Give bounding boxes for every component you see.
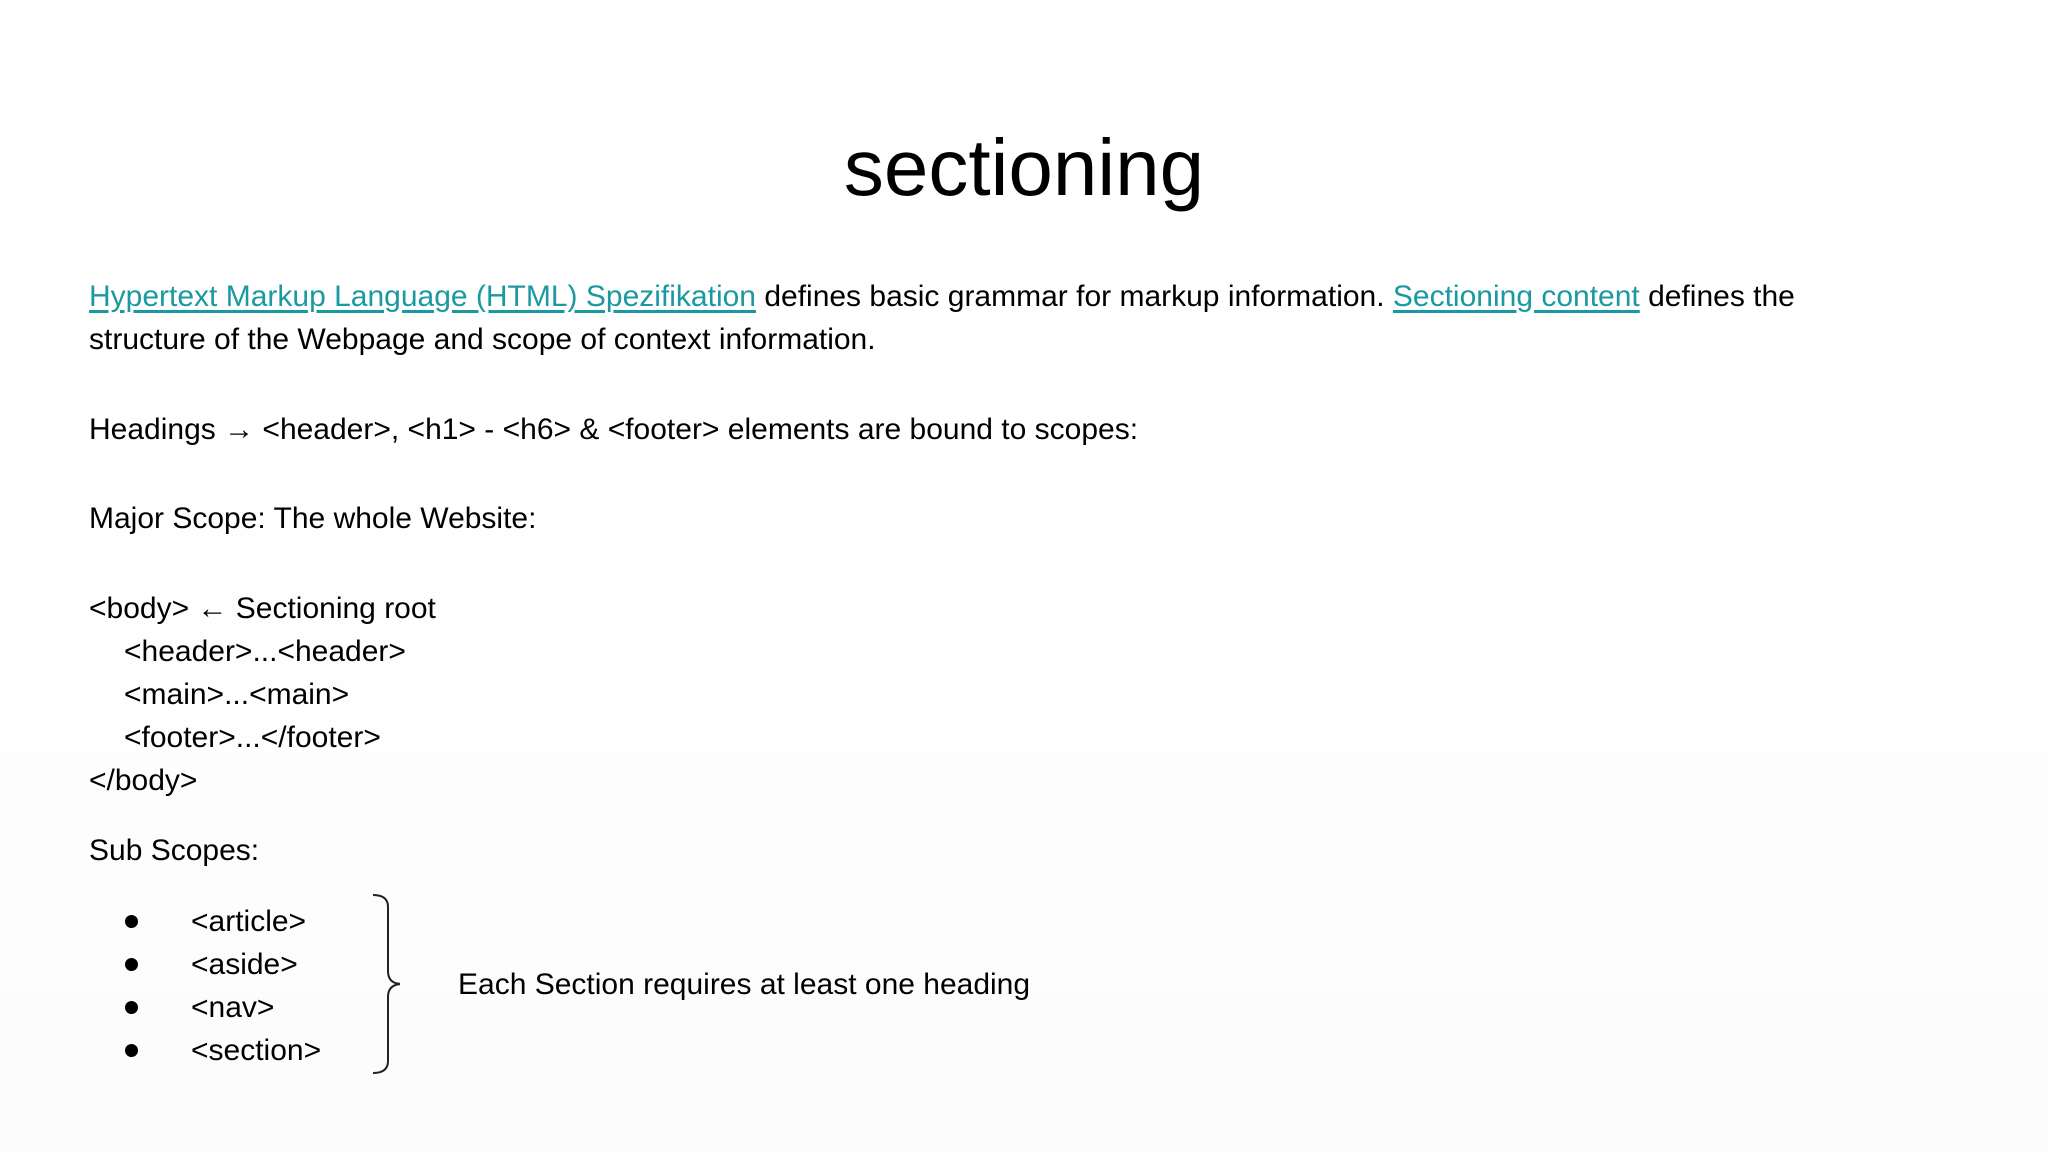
list-item (89, 900, 321, 943)
sub-scopes-list (89, 900, 321, 1072)
brace-note: Each Section requires at least one heading (458, 968, 1031, 1001)
headings-line: Headings → <header>, <h1> - <h6> & <footer> elements are bound to scopes: (89, 413, 1139, 446)
major-scope-line: Major Scope: The whole Website: (89, 502, 537, 535)
intro-text-2: defines the (1639, 280, 1795, 313)
sectioning-content-link[interactable]: Sectioning content (1392, 280, 1640, 313)
intro-text-1: defines basic grammar for markup information. (755, 280, 1393, 313)
list-item-label: <aside> (191, 948, 298, 981)
list-item-label: <article> (191, 905, 307, 938)
body-structure-block (89, 587, 436, 802)
bullet-icon (125, 1044, 138, 1057)
list-item (89, 1029, 321, 1072)
right-brace-icon (370, 893, 400, 1075)
bullet-icon (125, 1001, 138, 1014)
list-item-label: <nav> (191, 991, 275, 1024)
code-line-main: <main>...<main> (124, 678, 350, 711)
code-line-footer: <footer>...</footer> (124, 721, 381, 754)
sub-scopes-label: Sub Scopes: (89, 834, 260, 867)
list-item-label: <section> (191, 1034, 322, 1067)
bullet-icon (125, 958, 138, 971)
intro-line-2: structure of the Webpage and scope of context information. (89, 323, 876, 356)
slide-title: sectioning (843, 123, 1205, 212)
code-line-body-close: </body> (89, 764, 198, 797)
bullet-icon (125, 915, 138, 928)
list-item (89, 943, 321, 986)
code-line-body-open: <body> ← Sectioning root (89, 592, 436, 625)
html-spec-link[interactable]: Hypertext Markup Language (HTML) Spezifikation (89, 280, 756, 313)
intro-paragraph (89, 275, 1795, 361)
code-line-header: <header>...<header> (124, 635, 406, 668)
list-item (89, 986, 321, 1029)
